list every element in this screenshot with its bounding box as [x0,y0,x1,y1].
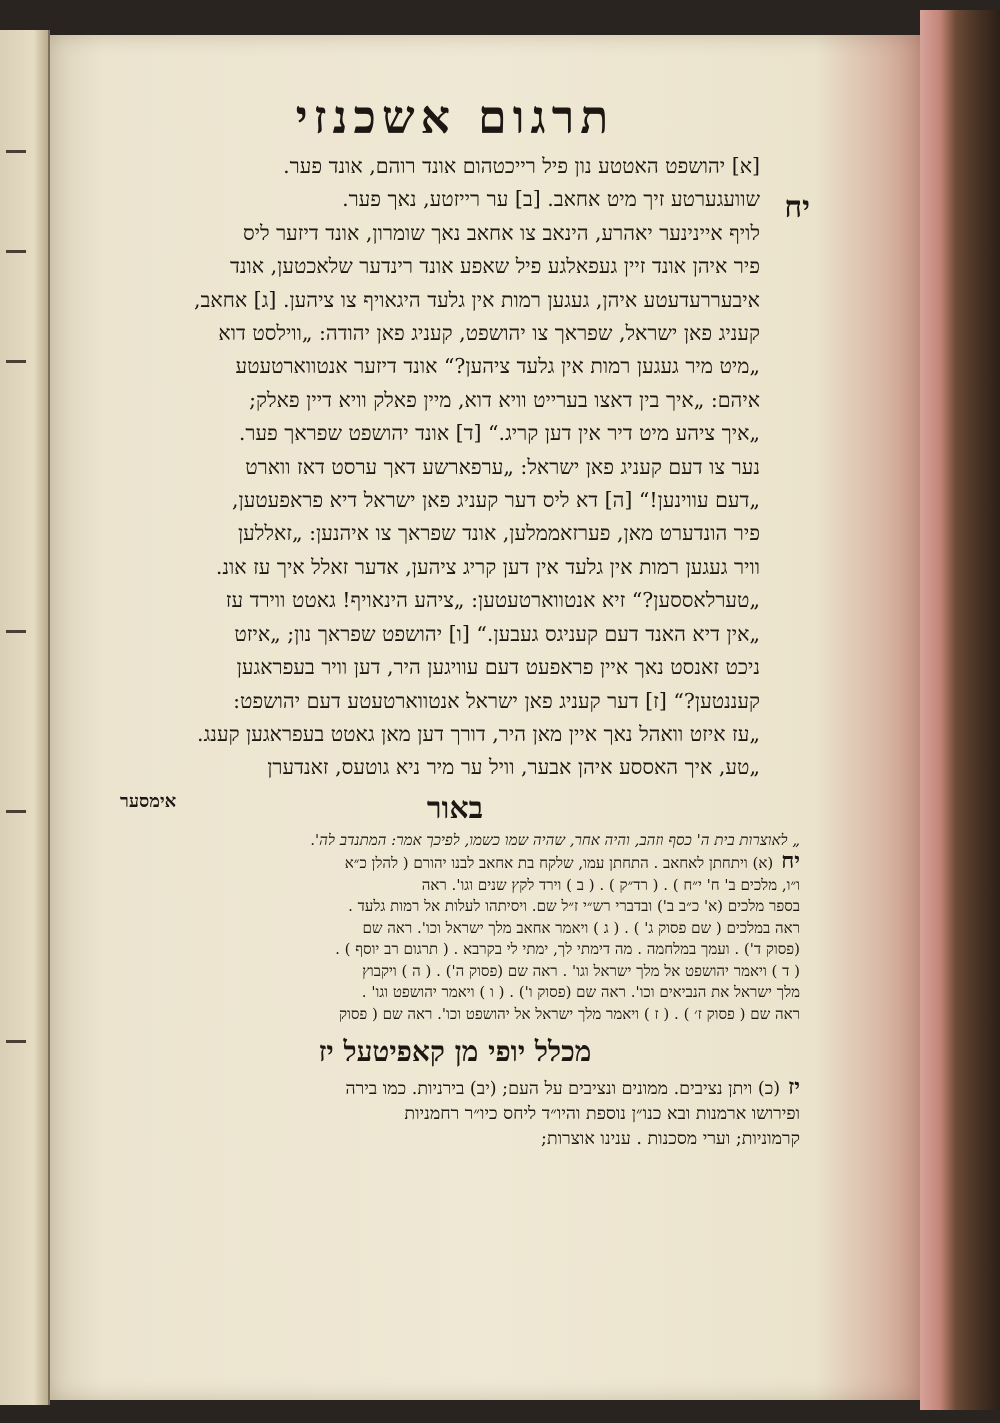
page-content [110,90,810,1152]
left-page-edge [0,30,50,1405]
bottom-heading: מכלל יופי מן קאפיטעל יז [318,1035,592,1069]
commentary-line [110,896,800,918]
commentary-chapter-label: יח [781,851,800,875]
commentary-line-text: „ לאוצרות בית ה' כסף וזהב, והיה אחר, שהיה שמו כשמו, לפיכך אמר: המתנדב לה'. [310,830,800,849]
commentary-line [110,1004,800,1026]
bottom-note-line [110,1075,800,1102]
text-line: פיר הונדערט מאן, פערזאממלען, אונד שפראך צו איהנען: „זאללען [237,521,760,546]
bottom-note-text: (כ) ויתן נציבים. ממונים ונציבים על העם; (יב) בירניות. כמו בירה [345,1079,781,1100]
commentary-line [110,961,800,983]
commentary-line-text: מלך ישראל את הנביאים וכו'. ראה שם (פסוק ו') . ( ו ) ויאמר יהושפט וגו' . [361,983,800,1002]
text-line: [א] יהושפט האטטע נון פיל רייכטהום אונד רוהם, אונד פער. [283,154,760,178]
text-line: איבעררעדעטע איהן, געגען רמות אין גלעד היגאויף צו ציהען. [ג] אחאב, [194,287,760,312]
commentary-line [110,830,800,852]
text-line: „דעם עווינען!“ [ה] דא ליס דער קעניג פאן ישראל דיא פראפעטען, [231,488,760,513]
text-line: „איך ציהע מיט דיר אין דען קריג.“ [ד] אונד יהושפט שפראך פער. [238,421,760,446]
text-line: נער צו דעם קעניג פאן ישראל: „ערפארשע דאך ערסט דאז ווארט [245,454,760,479]
main-text-block [110,150,760,785]
text-fragment [6,150,26,153]
bottom-note-text: קרמוניות; וערי מסכנות . ענינו אוצרות; [541,1129,800,1150]
commentary-line-text: ( ד ) ויאמר יהושפט אל מלך ישראל וגו' . ראה שם (פסוק ה') . ( ה ) ויקבוץ [362,961,800,980]
text-line: „טע, איך האססע איהן אבער, וויל ער מיר ניא גוטעס, זאנדערן [267,755,760,780]
commentary-line-text: (א) ויתחתן לאחאב . התחתן עמו, שלקח בת אחאב לבנו יהורם ( להלן כ״א [344,854,774,873]
text-line: „אין דיא האנד דעם קעניגס געבען.“ [ו] יהושפט שפראך נון; „איזט [234,621,760,646]
commentary-heading [110,791,800,826]
commentary-line-text: ראה במלכים ( שם פסוק ג' ) . ( ג ) ויאמר אחאב מלך ישראל וכו'. ראה שם [362,918,800,937]
text-line: „טערלאססען?“ זיא אנטווארטעטען: „ציהע הינאויף! גאטט ווירד עז [225,588,760,613]
text-line: פיר איהן אונד זיין געפאלגע פיל שאפע אונד רינדער שלאכטען, אונד [230,254,760,279]
text-line: „עז איזט וואהל נאך איין מאן היר, דורך דען מאן גאטט בעפראגען קענג. [197,721,760,746]
commentary-block [110,830,800,1026]
page-title: תרגום אשכנזי [295,90,615,144]
text-line: ניכט זאנסט נאך איין פראפעט דעם עוויגען היר, דען וויר בעפראגען [236,655,760,680]
chapter-label: יח [784,190,810,225]
text-fragment [6,810,26,813]
bottom-chapter-label: יז [788,1075,800,1101]
text-line: איהם: „איך בין דאצו בערייט וויא דוא, מיין פאלק וויא דיין פאלק; [249,387,760,412]
commentary-line [110,939,800,961]
bottom-note-line [110,1127,800,1152]
commentary-line [110,851,800,875]
catchword: אימסער [120,790,177,812]
book-binding-edge [920,10,1000,1410]
bottom-note-text: ופירושו ארמנות ובא כנו״ן נוספת והיו״ד ליחס כיו״ר רחמניות [404,1104,800,1125]
book-page [50,35,920,1400]
commentary-heading-text: באור [426,790,484,826]
commentary-line-text: בספר מלכים (א' כ״ב ב') ובדברי רש״י ז״ל שם. ויסיתהו לעלות אל רמות גלעד . [348,897,800,916]
text-line: לויף איינינער יאהרע, הינאב צו אחאב נאך שומרון, אונד דיזער ליס [242,220,760,245]
text-fragment [6,250,26,253]
text-line: קעננטען?“ [ז] דער קעניג פאן ישראל אנטווארטעטע דעם יהושפט: [233,688,760,713]
commentary-line-text: ו״ו, מלכים ב' ח' י״ח ) . ( רד״ק ) . ( ב ) וירד לקץ שנים וגו'. ראה [421,875,800,894]
text-fragment [6,360,26,363]
text-line: שוועגערטע זיך מיט אחאב. [ב] ער רייזטע, נאך פער. [342,187,760,212]
text-line: קעניג פאן ישראל, שפראך צו יהושפט, קעניג פאן יהודה: „ווילסט דוא [218,321,760,346]
commentary-line [110,875,800,897]
text-fragment [6,1040,26,1043]
text-line: וויר געגען רמות אין גלעד אין דען קריג ציהען, אדער זאלל איך עז אונ. [215,554,760,579]
bottom-note-line [110,1102,800,1127]
commentary-line-text: ראה שם ( פסוק ז׳ ) . ( ז ) ויאמר מלך ישראל אל יהושפט וכו'. ראה שם ( פסוק [338,1004,800,1023]
commentary-line [110,982,800,1004]
bottom-notes-block [110,1075,800,1152]
commentary-line-text: (פסוק ד') . ועמך במלחמה . מה דימתי לך, ימתי לי בקרבא . ( תרגום רב יוסף ) . [335,940,800,959]
text-fragment [6,630,26,633]
text-line: „מיט מיר געגען רמות אין גלעד ציהען?“ אונד דיזער אנטווארטעטע [235,354,760,379]
commentary-line [110,918,800,940]
